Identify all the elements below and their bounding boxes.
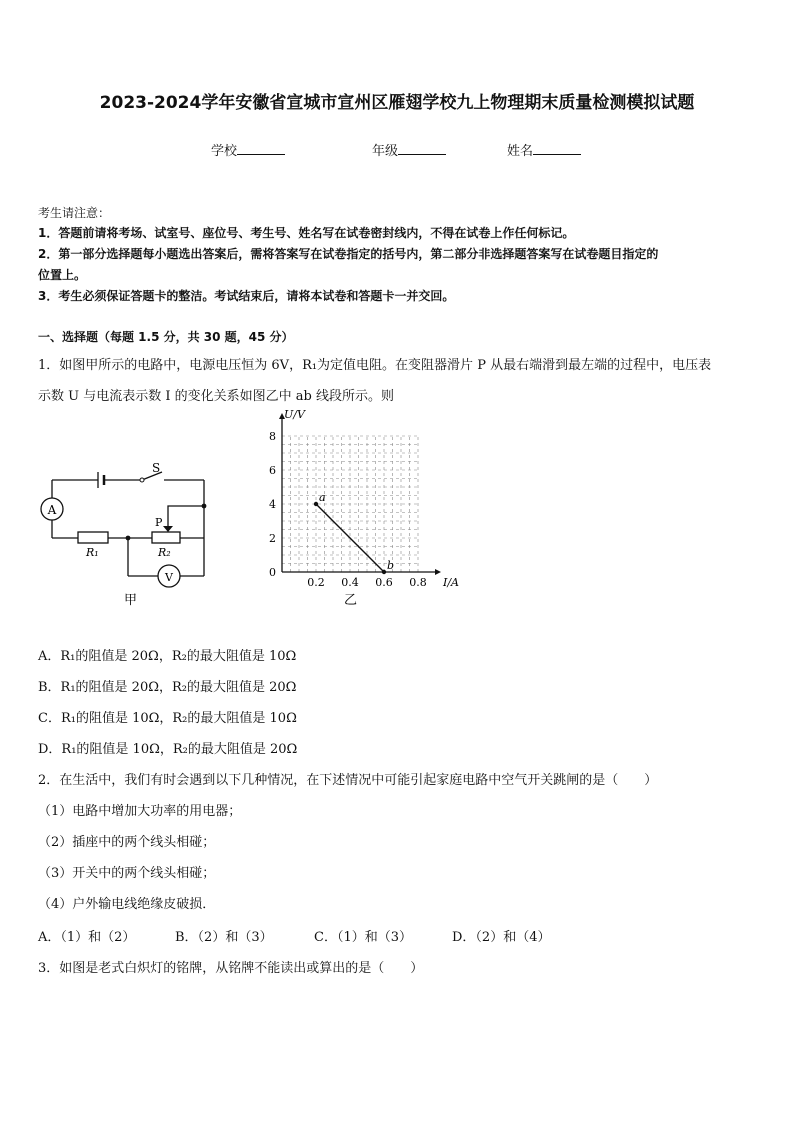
question-1-option-a: A．R₁的阻值是 20Ω，R₂的最大阻值是 10Ω: [38, 649, 297, 664]
question-1-option-c: C．R₁的阻值是 10Ω，R₂的最大阻值是 10Ω: [38, 711, 297, 726]
grade-blank: [398, 142, 446, 155]
grade-field: [372, 140, 446, 159]
name-label: 姓名: [507, 144, 534, 159]
question-2-stem: 2．在生活中，我们有时会遇到以下几种情况，在下述情况中可能引起家庭电路中空气开关跳闸的是（ ）: [38, 773, 658, 788]
notice-heading: 考生请注意：: [38, 206, 111, 220]
graph-caption: 乙: [344, 593, 358, 608]
school-label: 学校: [211, 144, 238, 159]
x-tick-label: 0.6: [375, 576, 393, 589]
x-tick-label: 0.2: [307, 576, 325, 589]
data-point-label: b: [387, 559, 395, 572]
section-heading: 一、选择题（每题 1.5 分，共 30 题，45 分）: [38, 330, 294, 344]
x-tick-label: 0.8: [409, 576, 427, 589]
name-field: [507, 140, 581, 159]
ui-graph: [262, 404, 472, 610]
x-axis-label: I/A: [443, 576, 459, 589]
question-2-option-c: C．（1）和（3）: [314, 930, 412, 945]
question-2-option-d: D．（2）和（4）: [452, 930, 551, 945]
graph-axes: [279, 413, 441, 575]
r2-label: R₂: [158, 546, 171, 559]
graph-grid: [282, 436, 418, 572]
data-point: [314, 502, 318, 506]
question-1-option-b: B．R₁的阻值是 20Ω，R₂的最大阻值是 20Ω: [38, 680, 297, 695]
y-tick-label: 8: [269, 430, 276, 443]
y-axis-label: U/V: [284, 408, 305, 421]
school-blank: [237, 142, 285, 155]
slider-label: P: [155, 516, 163, 529]
r1-label: R₁: [86, 546, 99, 559]
y-tick-label: 6: [269, 464, 276, 477]
question-2-item: （4）户外输电线绝缘皮破损．: [38, 897, 216, 912]
y-tick-label: 0: [269, 566, 276, 579]
circuit-caption: 甲: [124, 593, 138, 608]
notice-item: 2．第一部分选择题每小题选出答案后，需将答案写在试卷指定的括号内，第二部分非选择题答案写在试卷题目指定的: [38, 247, 659, 261]
grade-label: 年级: [372, 144, 399, 159]
question-2-option-a: A．（1）和（2）: [38, 930, 136, 945]
junction-dot: [202, 504, 207, 509]
name-blank: [533, 142, 581, 155]
question-1-option-d: D．R₁的阻值是 10Ω，R₂的最大阻值是 20Ω: [38, 742, 298, 757]
notice-item: 1．答题前请将考场、试室号、座位号、考生号、姓名写在试卷密封线内，不得在试卷上作任何标记。: [38, 226, 575, 240]
junction-dot: [126, 536, 131, 541]
switch-label: S: [152, 461, 161, 475]
circuit-diagram: [36, 458, 216, 608]
data-point: [382, 570, 386, 574]
data-point-label: a: [319, 491, 326, 504]
question-2-item: （1）电路中增加大功率的用电器；: [38, 804, 242, 819]
page-title: 2023-2024学年安徽省宣城市宣州区雁翅学校九上物理期末质量检测模拟试题: [99, 93, 695, 113]
x-tick-label: 0.4: [341, 576, 359, 589]
question-2-item: （3）开关中的两个线头相碰；: [38, 866, 216, 881]
ammeter-label: A: [47, 503, 57, 517]
question-3-stem: 3．如图是老式白炽灯的铭牌，从铭牌不能读出或算出的是（ ）: [38, 961, 424, 976]
y-tick-label: 2: [269, 532, 276, 545]
school-field: [211, 140, 285, 159]
question-1-line-1: 1．如图甲所示的电路中，电源电压恒为 6V，R₁为定值电阻。在变阻器滑片 P 从最右端滑到最左端的过程中，电压表: [38, 358, 712, 373]
switch-icon: [140, 478, 144, 482]
y-tick-label: 4: [269, 498, 276, 511]
question-2-item: （2）插座中的两个线头相碰；: [38, 835, 216, 850]
notice-item: 位置上。: [38, 268, 87, 282]
question-1-line-2: 示数 U 与电流表示数 I 的变化关系如图乙中 ab 线段所示。则: [38, 389, 394, 404]
question-2-option-b: B．（2）和（3）: [175, 930, 273, 945]
x-axis-arrow: [435, 569, 441, 575]
notice-item: 3．考生必须保证答题卡的整洁。考试结束后，请将本试卷和答题卡一并交回。: [38, 289, 455, 303]
voltmeter-label: V: [165, 571, 173, 584]
